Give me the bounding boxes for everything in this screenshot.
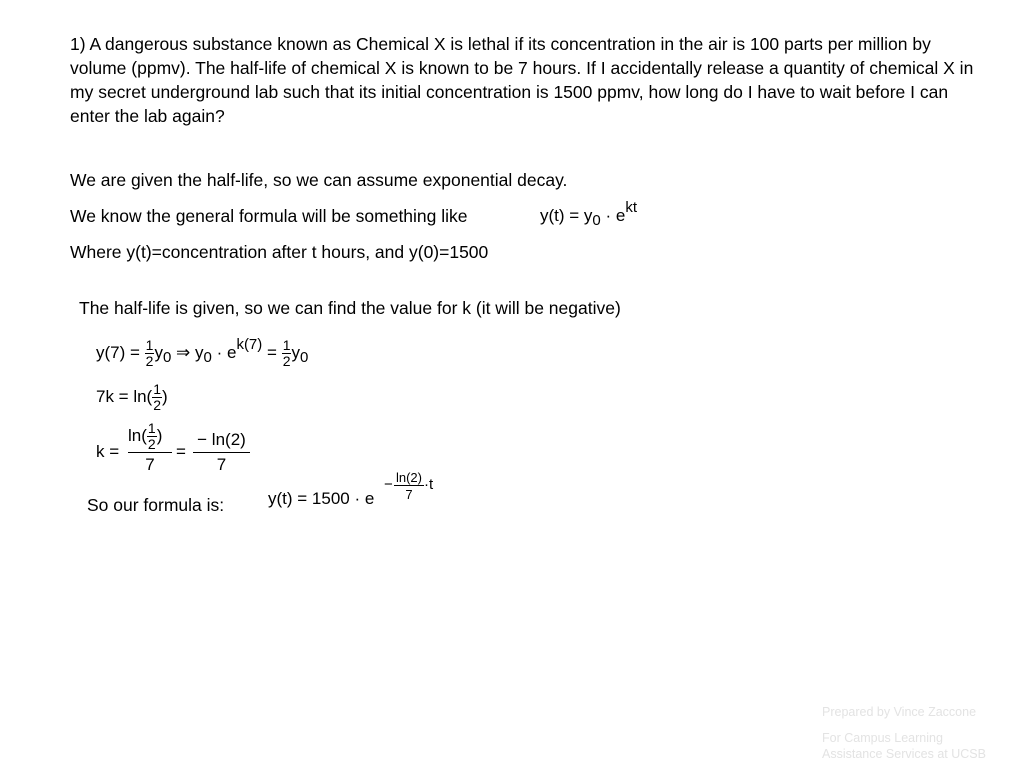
- final-exponent-minus: −: [384, 476, 393, 493]
- so-formula-line: So our formula is:: [87, 495, 225, 515]
- eq3-ln-close: ): [156, 425, 163, 445]
- problem-statement: 1) A dangerous substance known as Chemical X is lethal if its concentration in the air is 100 parts per million by volume (ppmv). The half-life of chemical X is known to be 7 hours. If I accidentally release a quantity of chemical X in my secret underground lab such that its initial concentration is 1500 ppmv, how long do I have to wait before I can enter the lab again?: [70, 34, 974, 126]
- eq2-lhs: 7k = ln(: [96, 386, 153, 406]
- k-fraction-2-numerator: − ln(2): [197, 430, 246, 449]
- general-mid: · e: [600, 206, 626, 225]
- k-fraction-1-numerator: [128, 421, 172, 452]
- eq1-eq: =: [267, 342, 277, 362]
- k-fraction-2-denominator: 7: [216, 455, 227, 474]
- k-fraction-1-denominator: 7: [145, 455, 155, 474]
- eq3-equals: =: [176, 442, 186, 461]
- eq1-den: 2: [145, 353, 154, 369]
- exponential-decay-line: We are given the half-life, so we can assume exponential decay.: [70, 170, 568, 190]
- eq1-sup: k(7): [236, 335, 263, 353]
- eq1-sub2: 0: [203, 348, 212, 366]
- eq1-sub: 0: [162, 348, 172, 366]
- eq1-rhs: y: [195, 342, 204, 362]
- final-formula-base: y(t) = 1500 · e: [268, 489, 375, 508]
- eq1-fraction2: [282, 338, 292, 369]
- eq1-sub3: 0: [299, 348, 309, 366]
- eq2-den: 2: [153, 397, 162, 413]
- general-sup: kt: [625, 199, 637, 216]
- general-formula-line: We know the general formula will be something like: [70, 206, 468, 226]
- eq3-half-num: 1: [147, 420, 156, 436]
- prepared-by-credit: Prepared by Vince Zaccone: [822, 705, 977, 719]
- implies-symbol: ⇒: [176, 342, 191, 362]
- organization-line-2: Assistance Services at UCSB: [822, 747, 986, 761]
- eq3-half-fraction: [147, 421, 157, 452]
- k-fraction-2-bar: [193, 452, 250, 453]
- eq3-half-den: 2: [147, 436, 156, 452]
- eq1-fraction: [145, 338, 155, 369]
- eq1-dot-e: · e: [211, 342, 237, 362]
- eq2-fraction: [152, 382, 162, 413]
- half-life-line: The half-life is given, so we can find the value for k (it will be negative): [79, 298, 621, 318]
- general-formula-equation: [540, 199, 637, 229]
- final-exponent-numerator: ln(2): [395, 470, 422, 485]
- where-line: Where y(t)=concentration after t hours, and y(0)=1500: [70, 242, 489, 262]
- general-lhs: y(t) = y: [540, 206, 593, 225]
- eq1-den2: 2: [282, 353, 291, 369]
- eq2-num: 1: [153, 381, 162, 397]
- half-life-equation: [96, 335, 309, 369]
- k-label: k =: [96, 442, 120, 461]
- k-fraction-1-bar: [128, 452, 172, 453]
- eq2-close: ): [162, 386, 168, 406]
- eq1-num2: 1: [282, 337, 291, 353]
- final-exponent-t: ·t: [424, 476, 434, 493]
- eq3-ln-open: ln(: [128, 425, 147, 445]
- organization-line-1: For Campus Learning: [822, 731, 943, 745]
- final-exponent-bar: [394, 485, 424, 486]
- eq1-y2: y: [291, 342, 300, 362]
- general-sub: 0: [592, 212, 601, 229]
- ln-equation: [96, 382, 168, 413]
- final-exponent-denominator: 7: [405, 487, 413, 502]
- eq1-y: y: [154, 342, 163, 362]
- eq1-lhs: y(7) =: [96, 342, 140, 362]
- eq1-num: 1: [145, 337, 154, 353]
